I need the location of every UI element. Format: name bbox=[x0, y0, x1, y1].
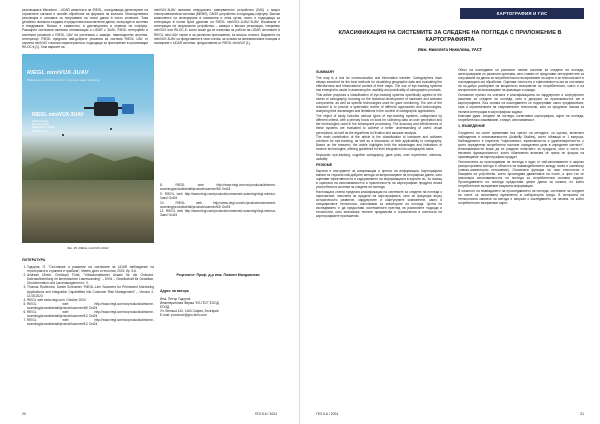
drone-icon bbox=[110, 128, 112, 130]
page-number-left: 20 bbox=[22, 412, 26, 416]
literature-item: 5. RIEGL web http://www.riegl.com/nc/products/airborne-scanning/produktdetail/product/scanner/48/ Oct24 bbox=[27, 302, 154, 310]
figure-brand-text: RIEGL miniVUX-3UAV bbox=[27, 70, 89, 76]
paragraph: The map is a tool for communication and information transfer. Cartographers have always searched for the best methods for visualizing geographic data and evaluating the effectiveness and informational content of their maps. The use of eye-tracking systems has emerged to assist in assessing the usability and practicality of cartographic products. bbox=[316, 76, 442, 93]
literature-heading: ЛИТЕРАТУРА bbox=[22, 258, 46, 262]
mount-arm bbox=[84, 107, 98, 109]
top-text-column-1 bbox=[22, 8, 148, 50]
literature-item: 6. RIEGL web http://www.riegl.com/nc/products/airborne-scanning/produktdetail/product/scanner/61/ Oct24 bbox=[27, 310, 154, 318]
figure-description: LiDAR Sensor with integrated MEMS IMU / GNSS with RiLOC-E bbox=[32, 120, 55, 133]
figure-riegl-minivux-photo bbox=[22, 54, 154, 243]
lidar-body bbox=[94, 102, 118, 116]
summary-heading: SUMMARY bbox=[316, 70, 335, 74]
literature-item: 2. Andreas Ullrich, Christoph Fürst, "Vollautomatischer Ansatz für die Onboard-Datenaufbereitung im terrestrischen Laserscanning" – DVW – Gesellschaft für Geodäsie, Geoinformation und Landmanagement e. V. bbox=[27, 273, 154, 285]
paragraph: Настоящата статия предлага класификация на системите за следене на погледа с приложение, насочена за нуждите на картографията, като се фокусира върху историческото развитие, хардуерните и софтуерните компоненти, както и специфичните технологии, използвани за мониторинг на погледа. Целта на изследването е да предостави систематичен преглед на различните подходи и технологии, като анализира техните предимства и ограничения в контекста на картографските приложения. bbox=[316, 189, 442, 219]
top-text-column-2 bbox=[154, 8, 280, 45]
keywords: Keywords: eye-tracking, cognitive cartography, gaze plots, user experience, stimulus, usability bbox=[316, 152, 442, 161]
page-number-right: 21 bbox=[580, 412, 584, 416]
drone-icon bbox=[62, 134, 64, 136]
paragraph: The main contribution of the article is the classification of hardware and software solutions for eye-tracking, as well as a discussion of their applicability to cartography. Based on the research, the article highlights both the advantages and limitations of modern technologies, offering guidelines for their integration into cartographic tasks. bbox=[316, 135, 442, 152]
literature-item: 1. Тодоров, П. "Състояние и развитие на системите за LiDAR наблюдение на територията в страната и чужбина", Минно дело и геология, 2023, бр. 5-6. bbox=[27, 265, 154, 273]
paragraph: Технологията за проследяване на погледа е един от най-използваните и широко разпространени методи в областта на взаимодействието между човек и компютър (човеко-компютърно отношение). Основната функция на тази технология е базирана на устройство, което проследява движенията на очите, а чрез тях се анализира използваемостта на погледа за потребителски основни задачи. Проследяването на погледа предоставя ценни данни за начина, по който потребителите възприемат визуална информация. bbox=[458, 159, 584, 189]
paragraph: резолюцията Waveform - LiDAR комплекти на RIEGL, осигуряващи детектиране на отразените сигнали и онлайн обработка на формата на вълната. Многоцелевата резолюция е основата за получаване на точни данни в чисто зелената. Това детайлно понякога създава и предоставя изчислителни данни, за вграден в система и внедряване. Всичко е съвместно, а дистанционно в сервизи на софтуер. Разширен системата включва оптимизации и LiDAR с 3UAV, RIEGL интерфейс и системни решения с RIEGL UAV на системата с камери, навигационни системи, интегратор. RIEGL предлага най-добрите решения за системи RIEGL UAV от серията miniVUX с високи характеристики, подходящи за приложение в организации RILOC в [1]. Този вариант на bbox=[22, 8, 148, 49]
figure-model-name: RIEGL miniVUX-3UAV bbox=[32, 112, 84, 118]
resume-heading: РЕЗЮМЕ bbox=[316, 162, 333, 167]
lidar-device-illustration bbox=[84, 94, 126, 120]
figure-caption: Фиг. 25. RIEGL miniVUX-3UAV bbox=[67, 246, 109, 250]
literature-list-continued bbox=[160, 183, 276, 218]
paragraph: This article proposes a classification of eye-tracking systems specifically applied to the needs of cartography, focusing on the historical development of hardware and software components, as well as specific technologies used for gaze monitoring. The aim of the research is to provide a systematic review of different approaches and technologies, analyzing their advantages and limitations in the context of cartographic applications. bbox=[316, 93, 442, 114]
right-page bbox=[300, 0, 600, 424]
address-heading: Адрес на автора bbox=[160, 289, 189, 293]
journal-issue-left: ГЕЗ 5-6 / 2024 bbox=[254, 412, 277, 416]
literature-item: 10. RIEGL web http://www.riegl.com/nc/products/unmanned-scanning/produktdetail/product/scanner/63/ Oct24 bbox=[160, 200, 276, 209]
literature-item: 4. RIEGL web www.riegl.com. October 2024 bbox=[27, 298, 154, 302]
paragraph: The object of study includes various types of eye-tracking systems, categorized by different criteria, with a primary focus on tools for collecting data on user perception and the technologies used in the subsequent processing. The accuracy and effectiveness of these systems are evaluated to achieve a better understanding of users' visual perceptions, as well as the algorithms for fixation and saccade analysis. bbox=[316, 114, 442, 135]
literature-item: 8. RIEGL web http://www.riegl.com/nc/products/airborne-scanning/produktdetail/product/scanner/38/ Oct24 bbox=[160, 183, 276, 192]
reviewer-line: Рецензент: Проф. д-р инж. Пламен Малджански bbox=[176, 273, 260, 277]
literature-item: 9. RIEGL web http://www.riegl.com/products/unmanned-scanning/riegl-minivux-3uav/ Oct24 bbox=[160, 191, 276, 200]
author-address: Инж. Петър Тодоров Инженерингова Фирма "ЕЛ-ГЕО" ЕООД ЕООД Ул. Витоша 142, 1164 София, България E-mail: p.todorov@geo-tech.com bbox=[160, 297, 219, 318]
introduction-heading: 1. ВЪВЕДЕНИЕ bbox=[458, 124, 486, 129]
literature-item: 3. Thomas Rodehorst, Daniel Schroeder "RIEGL-Line Scanners for Permanent Monitoring Applications and Integration Capabilities into Customer Risk Management" – Version 2, 11.08.2023 bbox=[27, 285, 154, 297]
paragraph: В началото на въвеждането на проследяването на погледа, системите за следене на очите са използвани единствено в лабораторна среда. В историята на технологията смяната на метода е свързан с изследването на начина, по който потребителите възприемат карти. bbox=[458, 189, 584, 206]
literature-item: 7. RIEGL web http://www.riegl.com/nc/products/airborne-scanning/produktdetail/product/scanner/61/ Oct24 bbox=[27, 318, 154, 326]
journal-issue-right: ГЕЗ 5-6 / 2024 bbox=[316, 412, 339, 416]
section-header: КАРТОГРАФИЯ И ГИС bbox=[460, 8, 584, 19]
paragraph: Обект на изследване са различни типове системи за следене на погледа, категоризирани по различни критерии, като главен се представят инструментите за получаване на данни за потребителското възприемане на карти и за технологиите в последващата им обработка. Оценява точността и ефективността им за постигане на по-добро разбиране на визуалното възприятие на потребителите, както и на алгоритмите за анализиране на фиксации и сакади. bbox=[458, 68, 584, 93]
figure-subtitle: Miniaturized LiDAR Sensor for Unmanned Laser Scanning bbox=[27, 78, 100, 82]
keywords-bg: Ключови думи: следене на погледа, когнитивна картография, карти на погледа, потребителско изживяване, стимул, използваемост. bbox=[458, 114, 584, 123]
article-title: КЛАСИФИКАЦИЯ НА СИСТЕМИТЕ ЗА СЛЕДЕНЕ НА ПОГЛЕДА С ПРИЛОЖЕНИЕ В КАРТОГРАФИЯТА bbox=[338, 30, 562, 43]
literature-item: 11. RIEGL web http://www.riegl.com/products/unmanned-scanning/riegl-minivux-3uav/ Oct24 bbox=[160, 209, 276, 218]
paragraph: Следенето на очите преминава пък чрезът на методите, са оценка, включено наблюдение и използваемостта (Usability Studies), което обхваща от 1 въпроса. Наблюдението е наречено "ефективност, ефективността и удовлетвореността, с които определени потребители постигат определени цели в определен контекст". Използваемостта може да се раздели понятието за продукта, като и чисто на неговата функционалност, която обикновено включва се преки не фокуса на произведение на картографски продукт. bbox=[458, 130, 584, 160]
bulgarian-column bbox=[458, 68, 584, 206]
mountain-ridge bbox=[22, 150, 154, 180]
paragraph: miniVUX-3UAV включва инерциално измервателно устройство (IMU) с микро електромеханична система (MEMS), GNSS устройство и подходящ софтуер. Всички компоненти са интегрирани в компактна и лека кутия, която е подходяща за интеграция в голям брой дронове на RIEGL miniVUX-1UAV/-3UAV. Възможна е интеграция на опционални устройства – камера с висока резолюция, например miniVUX или RiLOC-E, която може да се използва за работа на LiDAR системите в RIEGL mini-UAV серия и за различни приложения, за висока точност. Варианти на miniVUX-3UAV са представени в тази статия, за основа на кинематичната позиция и сканиране с LiDAR системи, предоставени от RIEGL miniVUX [1]. bbox=[154, 8, 280, 45]
article-author: Инж. Николета Николова, УАСГ bbox=[417, 47, 483, 52]
literature-list bbox=[22, 265, 154, 326]
gnss-unit-illustration bbox=[122, 104, 134, 114]
english-column bbox=[316, 68, 442, 219]
paragraph: Картата е инструмент за комуникация и пренос на информация. Картографите винаги са търсили най-добрите методи за визуализиране на географски данни, като оценяват ефективността и съдържанието на информацията в картите си. За помощ в оценката на използваемостта и практичността на картографски продукти влиза употребата на системи за следене на погледа. bbox=[316, 168, 442, 190]
paragraph: Основният принос на статията е класификацията на хардуерните и софтуерните решения за следене на погледа, като и дискусия за приложимостта им в картографията. Въз основа на изследването се подчертават както предимствата, така и ограниченията на съвременните технологии, като се предлагат насоки за тяхната интеграция в картографски задачи. bbox=[458, 93, 584, 114]
